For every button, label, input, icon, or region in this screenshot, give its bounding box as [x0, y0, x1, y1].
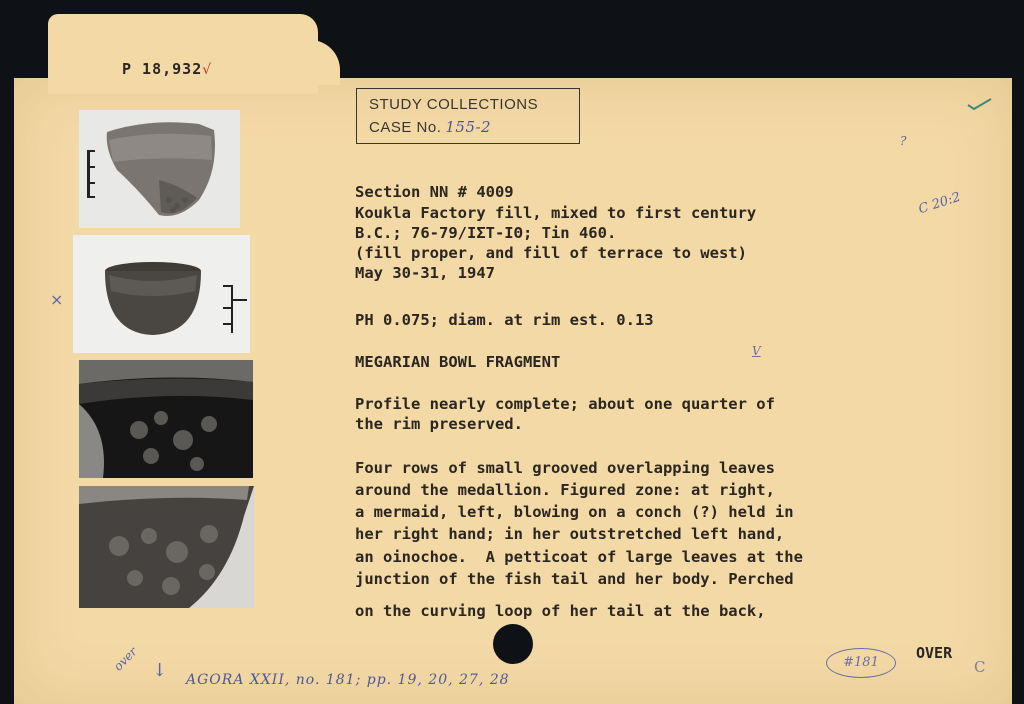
bowl-profile-photo-2 — [73, 235, 250, 353]
catalog-number — [122, 60, 212, 78]
fill-line: Koukla Factory fill, mixed to first century — [355, 204, 757, 222]
description-line-4: her right hand; in her outstretched left hand, — [355, 525, 785, 543]
card-tab — [48, 14, 318, 94]
detail-image-4 — [79, 486, 254, 608]
description-line-7: on the curving loop of her tail at the back, — [355, 602, 766, 620]
object-title: MEGARIAN BOWL FRAGMENT — [355, 353, 561, 371]
detail-image-3 — [79, 360, 253, 478]
fill-note-line: (fill proper, and fill of terrace to west) — [355, 244, 747, 262]
over-note: over — [110, 644, 140, 674]
profile-line-1: Profile nearly complete; about one quarter of — [355, 395, 775, 413]
corner-c-mark: C — [974, 658, 986, 676]
over-label: OVER — [916, 644, 953, 662]
teal-check-icon — [966, 96, 994, 112]
left-x-mark: × — [50, 290, 64, 309]
stamp-line2 — [369, 118, 491, 136]
margin-code: C 20:2 — [916, 189, 963, 218]
profile-image — [73, 235, 250, 353]
question-mark: ? — [900, 134, 907, 148]
description-line-1: Four rows of small grooved overlapping leaves — [355, 459, 775, 477]
study-collections-stamp — [356, 88, 580, 144]
card-tab-curve — [300, 40, 340, 85]
stamp-line1: STUDY COLLECTIONS — [369, 96, 539, 113]
case-number: 155-2 — [445, 118, 492, 136]
publication-reference: AGORA XXII, no. 181; pp. 19, 20, 27, 28 — [186, 672, 510, 688]
bowl-fragment-photo-1 — [79, 110, 240, 228]
roman-numeral-mark: V — [752, 344, 761, 358]
fragment-image — [79, 110, 240, 228]
description-line-6: junction of the fish tail and her body. Perched — [355, 570, 794, 588]
bowl-detail-photo-4 — [79, 486, 254, 608]
down-arrow-icon: ↓ — [152, 660, 168, 681]
description-line-5: an oinochoe. A petticoat of large leaves at the — [355, 548, 803, 566]
circled-number: #181 — [826, 648, 896, 678]
red-check-mark: √ — [202, 62, 213, 78]
section-line: Section NN # 4009 — [355, 183, 514, 201]
description-line-3: a mermaid, left, blowing on a conch (?) held in — [355, 503, 794, 521]
excavation-date-line: May 30-31, 1947 — [355, 264, 495, 282]
case-label: CASE No. — [369, 119, 442, 136]
filing-punch-hole — [493, 624, 533, 664]
dimensions-line: PH 0.075; diam. at rim est. 0.13 — [355, 311, 654, 329]
catalog-number-text: P 18,932 — [122, 60, 203, 78]
profile-line-2: the rim preserved. — [355, 415, 523, 433]
bowl-detail-photo-3 — [79, 360, 253, 478]
description-line-2: around the medallion. Figured zone: at right, — [355, 481, 775, 499]
date-context-line: B.C.; 76-79/ΙΣΤ-ΙΘ; Tin 460. — [355, 224, 617, 242]
